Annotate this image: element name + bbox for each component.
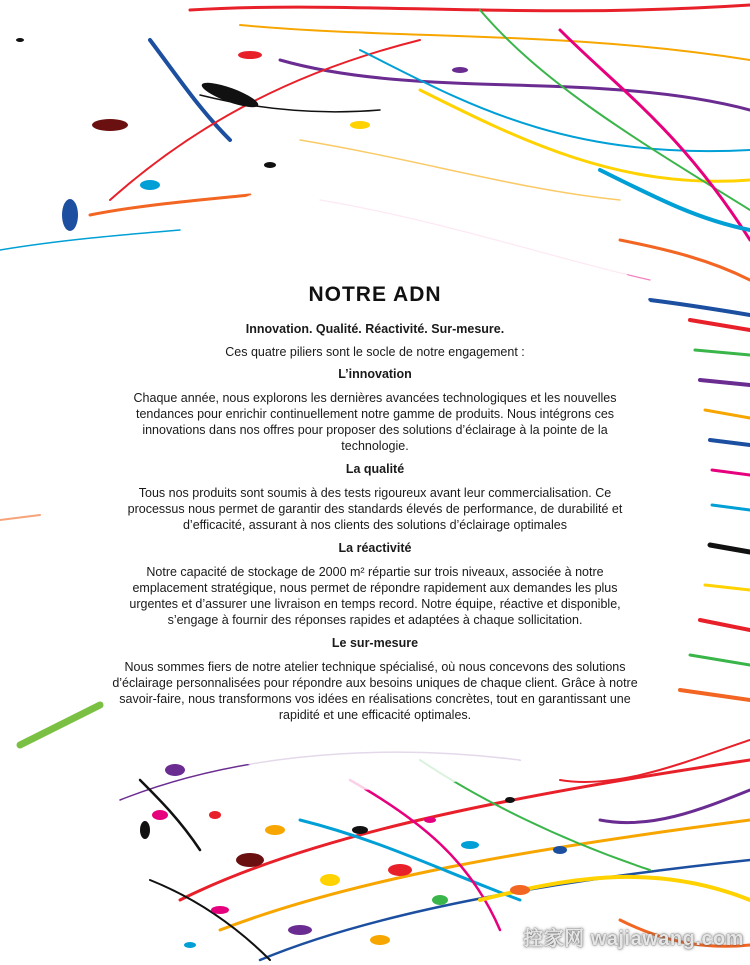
intro-text: Ces quatre piliers sont le socle de notre engagement : [225, 345, 525, 359]
page-title: NOTRE ADN [308, 283, 442, 306]
section-body-innovation: Chaque année, nous explorons les dernières avancées technologiques et les nouvelles tendances pour enrichir continuellement notre gamme de produits. Nous intégrons ces innovations dans nos offres pour proposer des solutions d’éclairage à la pointe de la technologie. [133, 391, 617, 453]
section-body-custom: Nous sommes fiers de notre atelier technique spécialisé, où nous concevons des solutions d’éclairage personnalisées pour répondre aux besoins uniques de chaque client. Grâce à notre savoir-faire, nous transformons vos idées en réalisations concrètes, tout en garantissant une rapidité et une efficacité optimales. [112, 660, 638, 722]
main-content [110, 283, 640, 731]
section-heading-custom: Le sur-mesure [331, 636, 419, 650]
section-heading-quality: La qualité [345, 462, 405, 476]
tagline: Innovation. Qualité. Réactivité. Sur-mesure. [245, 322, 505, 336]
section-body-quality: Tous nos produits sont soumis à des tests rigoureux avant leur commercialisation. Ce processus nous permet de garantir des standards élevés de performance, de durabilité et d’efficacité, assurant à nos clients des solutions d’éclairage optimales [127, 486, 623, 532]
watermark: 控家网 wajiawang.com [523, 928, 744, 950]
section-heading-reactivity: La réactivité [338, 541, 412, 555]
section-heading-innovation: L’innovation [338, 367, 412, 381]
section-body-reactivity: Notre capacité de stockage de 2000 m² répartie sur trois niveaux, associée à notre emplacement stratégique, nous permet de répondre rapidement aux demandes les plus urgentes et d’assurer une livraison en temps record. Notre équipe, réactive et disponible, s’engage à fournir des réponses rapides et adaptées à chaque sollicitation. [129, 565, 621, 627]
